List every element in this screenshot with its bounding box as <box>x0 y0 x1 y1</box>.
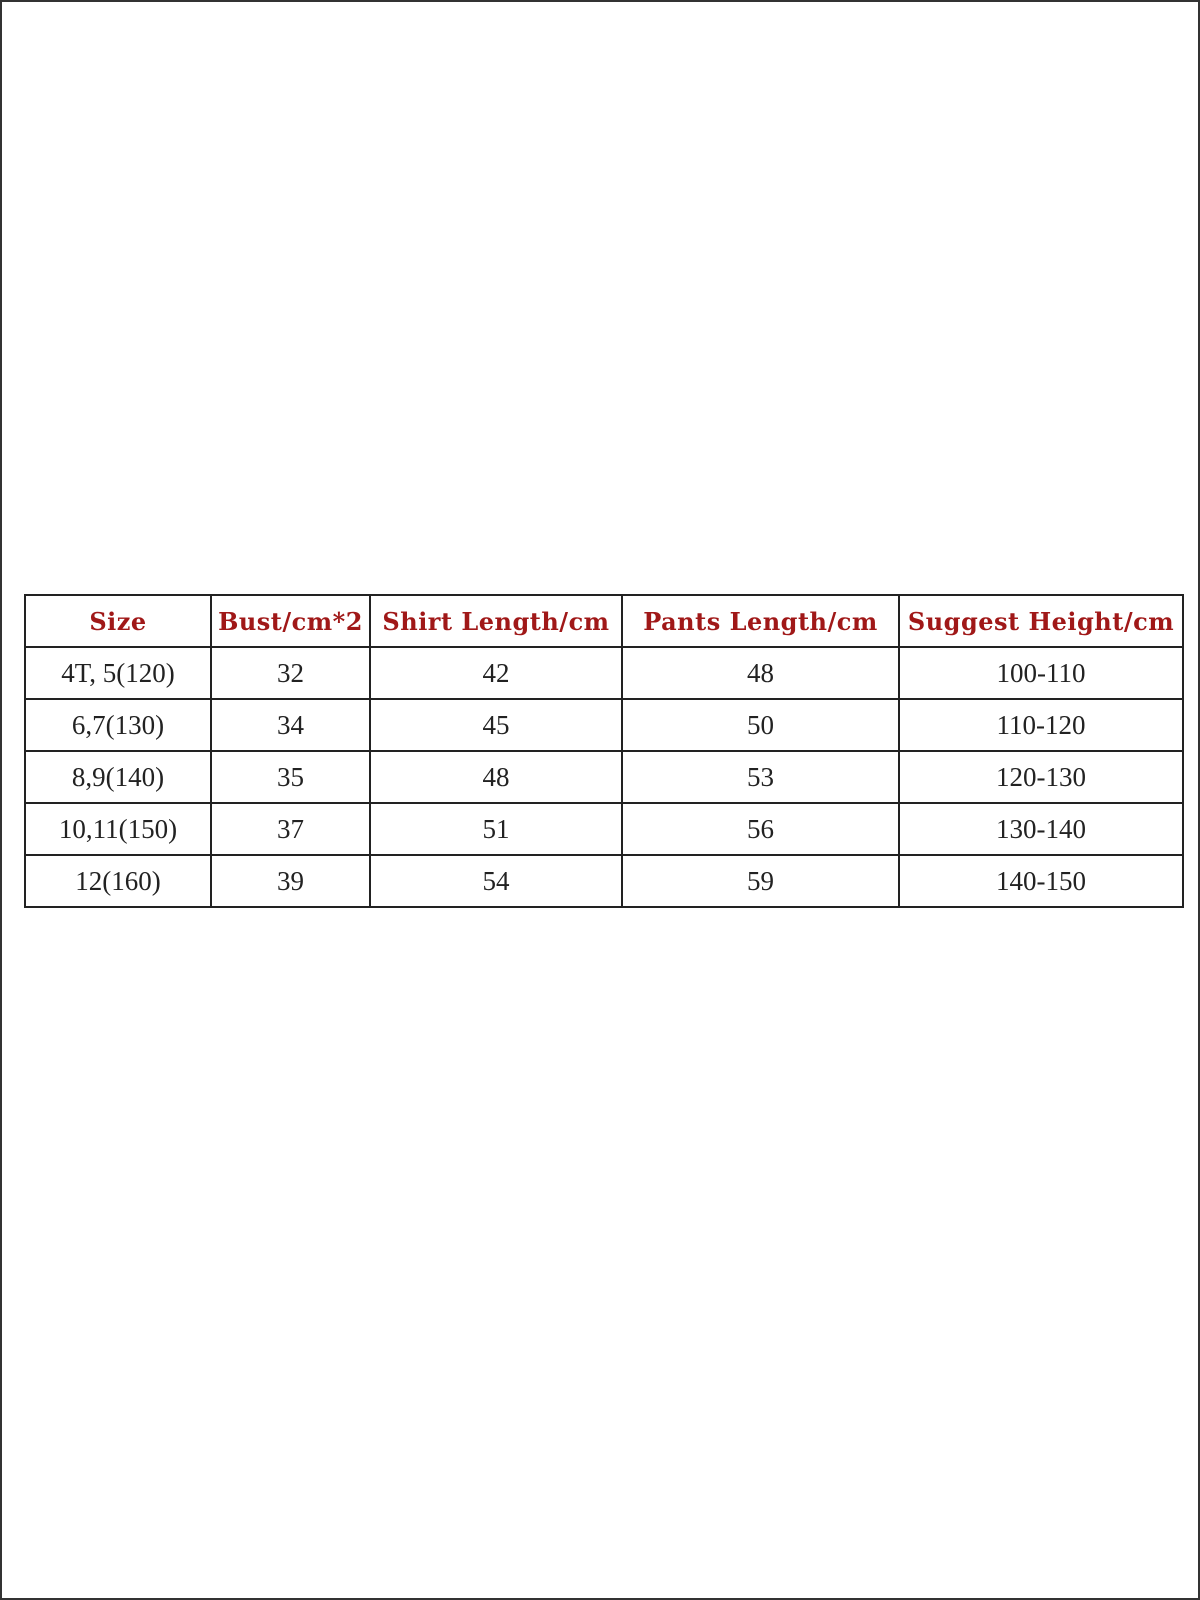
cell-suggest-height: 110-120 <box>899 699 1183 751</box>
table-row <box>25 803 1183 855</box>
table-row <box>25 751 1183 803</box>
header-suggest-height: Suggest Height/cm <box>899 595 1183 647</box>
cell-bust: 39 <box>211 855 370 907</box>
cell-pants-length: 59 <box>622 855 899 907</box>
header-bust: Bust/cm*2 <box>211 595 370 647</box>
cell-shirt-length: 45 <box>370 699 622 751</box>
table-header-row <box>25 595 1183 647</box>
table-row <box>25 699 1183 751</box>
size-chart-table <box>24 594 1184 908</box>
cell-shirt-length: 51 <box>370 803 622 855</box>
cell-suggest-height: 120-130 <box>899 751 1183 803</box>
cell-bust: 37 <box>211 803 370 855</box>
header-size: Size <box>25 595 211 647</box>
cell-pants-length: 53 <box>622 751 899 803</box>
cell-size: 10,11(150) <box>25 803 211 855</box>
cell-bust: 35 <box>211 751 370 803</box>
header-pants-length: Pants Length/cm <box>622 595 899 647</box>
table-row <box>25 855 1183 907</box>
cell-shirt-length: 54 <box>370 855 622 907</box>
cell-size: 6,7(130) <box>25 699 211 751</box>
cell-pants-length: 48 <box>622 647 899 699</box>
cell-bust: 34 <box>211 699 370 751</box>
cell-suggest-height: 100-110 <box>899 647 1183 699</box>
cell-suggest-height: 130-140 <box>899 803 1183 855</box>
cell-size: 8,9(140) <box>25 751 211 803</box>
cell-size: 12(160) <box>25 855 211 907</box>
cell-pants-length: 50 <box>622 699 899 751</box>
header-shirt-length: Shirt Length/cm <box>370 595 622 647</box>
cell-bust: 32 <box>211 647 370 699</box>
cell-shirt-length: 48 <box>370 751 622 803</box>
cell-pants-length: 56 <box>622 803 899 855</box>
cell-size: 4T, 5(120) <box>25 647 211 699</box>
cell-suggest-height: 140-150 <box>899 855 1183 907</box>
cell-shirt-length: 42 <box>370 647 622 699</box>
table-row <box>25 647 1183 699</box>
